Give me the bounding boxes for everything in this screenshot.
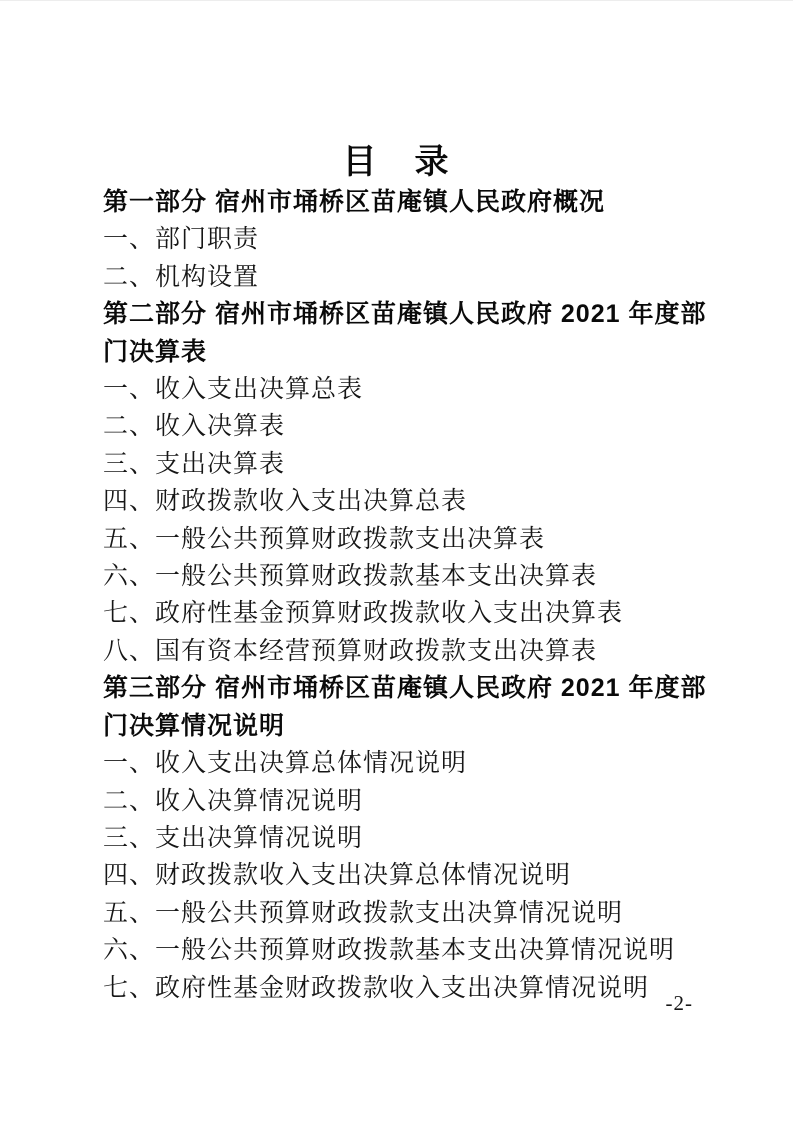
toc-item: 一、收入支出决算总表 <box>103 376 364 404</box>
toc-item: 二、机构设置 <box>103 263 260 291</box>
toc-item: 一、收入支出决算总体情况说明 <box>103 750 468 778</box>
toc-item: 七、政府性基金预算财政拨款收入支出决算表 <box>103 600 624 628</box>
toc-item: 六、一般公共预算财政拨款基本支出决算情况说明 <box>103 937 676 965</box>
toc-item: 七、政府性基金财政拨款收入支出决算情况说明 <box>103 974 650 1002</box>
toc-section-heading: 第三部分 宿州市埇桥区苗庵镇人民政府 2021 年度部门决算情况说明 <box>103 674 707 740</box>
toc-item: 四、财政拨款收入支出决算总表 <box>103 488 468 516</box>
toc-item: 二、收入决算情况说明 <box>103 787 364 815</box>
page-number: -2- <box>665 991 693 1015</box>
toc-item: 八、国有资本经营预算财政拨款支出决算表 <box>103 637 598 665</box>
toc-item: 三、支出决算情况说明 <box>103 824 364 852</box>
toc-item: 五、一般公共预算财政拨款支出决算表 <box>103 525 546 553</box>
toc-item: 四、财政拨款收入支出决算总体情况说明 <box>103 862 572 890</box>
toc-section <box>103 296 721 670</box>
toc-section-heading: 第一部分 宿州市埇桥区苗庵镇人民政府概况 <box>103 188 605 216</box>
toc-section-heading: 第二部分 宿州市埇桥区苗庵镇人民政府 2021 年度部门决算表 <box>103 300 707 366</box>
toc-section <box>103 184 721 296</box>
toc-item: 三、支出决算表 <box>103 450 286 478</box>
toc-item: 五、一般公共预算财政拨款支出决算情况说明 <box>103 899 624 927</box>
toc-item: 一、部门职责 <box>103 226 260 254</box>
toc-item: 二、收入决算表 <box>103 413 286 441</box>
page-title: 目 录 <box>342 143 451 181</box>
table-of-contents <box>103 184 721 1007</box>
toc-section <box>103 670 721 1007</box>
toc-item: 六、一般公共预算财政拨款基本支出决算表 <box>103 563 598 591</box>
